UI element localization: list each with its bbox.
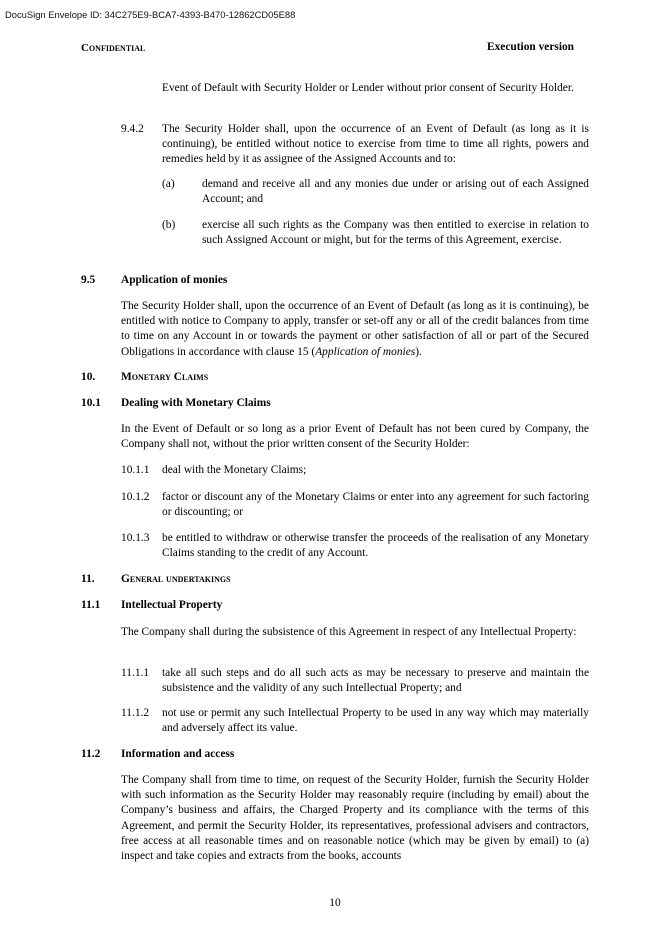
section-text-10-1: In the Event of Default or so long as a prior Event of Default has not been cured by Company, the Company shall not, without the prior written consent of the Security Holder: (121, 423, 589, 451)
header-execution-version: Execution version (487, 41, 575, 53)
section-number-11-2: 11.2 (81, 748, 101, 760)
clause-text-11-1-2: not use or permit any such Intellectual Property to be used in any way which may materially and adversely affect its value. (162, 707, 589, 735)
clause-text-9-4-2: The Security Holder shall, upon the occurrence of an Event of Default (as long as it is continuing), be entitled without notice to exercise from time to time all rights, powers and remedies held by it as assignee of the Assigned Accounts and to: (162, 123, 589, 166)
header-confidential: Confidential (81, 42, 146, 54)
section-number-11: 11. (81, 573, 95, 585)
section-number-11-1: 11.1 (81, 599, 101, 611)
subclause-label-b: (b) (162, 219, 176, 231)
clause-number-11-1-2: 11.1.2 (121, 707, 150, 719)
subclause-label-a: (a) (162, 178, 175, 190)
section-text-9-5: The Security Holder shall, upon the occurrence of an Event of Default (as long as it is continuing), be entitled with notice to Company to apply, transfer or set-off any or all of the credit balances from time to time on any Account in or towards the payment or other satisfaction of all or part of the Secured Obligations in accordance with clause 15 (Application of monies). (121, 300, 589, 358)
subclause-text-a: demand and receive all and any monies due under or arising out of each Assigned Account; and (202, 178, 589, 206)
continuation-paragraph: Event of Default with Security Holder or Lender without prior consent of Security Holder. (162, 82, 574, 94)
clause-number-10-1-1: 10.1.1 (121, 464, 150, 476)
section-number-10: 10. (81, 371, 96, 383)
section-title-11-2: Information and access (121, 748, 235, 760)
section-title-9-5: Application of monies (121, 274, 228, 286)
section-title-11: General undertakings (121, 573, 231, 585)
clause-text-10-1-1: deal with the Monetary Claims; (162, 464, 307, 476)
page-number: 10 (329, 897, 341, 909)
clause-number-10-1-3: 10.1.3 (121, 532, 150, 544)
clause-number-11-1-1: 11.1.1 (121, 667, 150, 679)
clause-text-10-1-3: be entitled to withdraw or otherwise transfer the proceeds of the realisation of any Monetary Claims standing to the credit of any Account. (162, 532, 589, 560)
clause-number-10-1-2: 10.1.2 (121, 491, 150, 503)
section-title-10-1: Dealing with Monetary Claims (121, 397, 271, 409)
docusign-envelope-id: DocuSign Envelope ID: 34C275E9-BCA7-4393-B470-12862CD05E88 (5, 9, 296, 20)
section-number-9-5: 9.5 (81, 274, 96, 286)
subclause-text-b: exercise all such rights as the Company was then entitled to exercise in relation to such Assigned Account or might, but for the terms of this Agreement, exercise. (202, 219, 589, 247)
section-number-10-1: 10.1 (81, 397, 101, 409)
clause-text-10-1-2: factor or discount any of the Monetary Claims or enter into any agreement for such factoring or discounting; or (162, 491, 589, 519)
section-title-11-1: Intellectual Property (121, 599, 223, 611)
clause-text-11-1-1: take all such steps and do all such acts as may be necessary to preserve and maintain the subsistence and the validity of any such Intellectual Property; and (162, 667, 589, 695)
section-text-11-1: The Company shall during the subsistence of this Agreement in respect of any Intellectual Property: (121, 626, 577, 638)
clause-number-9-4-2: 9.4.2 (121, 123, 144, 135)
section-text-11-2: The Company shall from time to time, on request of the Security Holder, furnish the Security Holder with such information as the Security Holder may reasonably require (including by email) about the Company’s business and affairs, the Charged Property and its compliance with the terms of this Agreement, and permit the Security Holder, its representatives, professional advisers and contractors, free access at all reasonable times and on reasonable notice (which may be given by email) to (a) inspect and take copies and extracts from the books, accounts (121, 774, 589, 863)
section-title-10: Monetary Claims (121, 371, 209, 383)
